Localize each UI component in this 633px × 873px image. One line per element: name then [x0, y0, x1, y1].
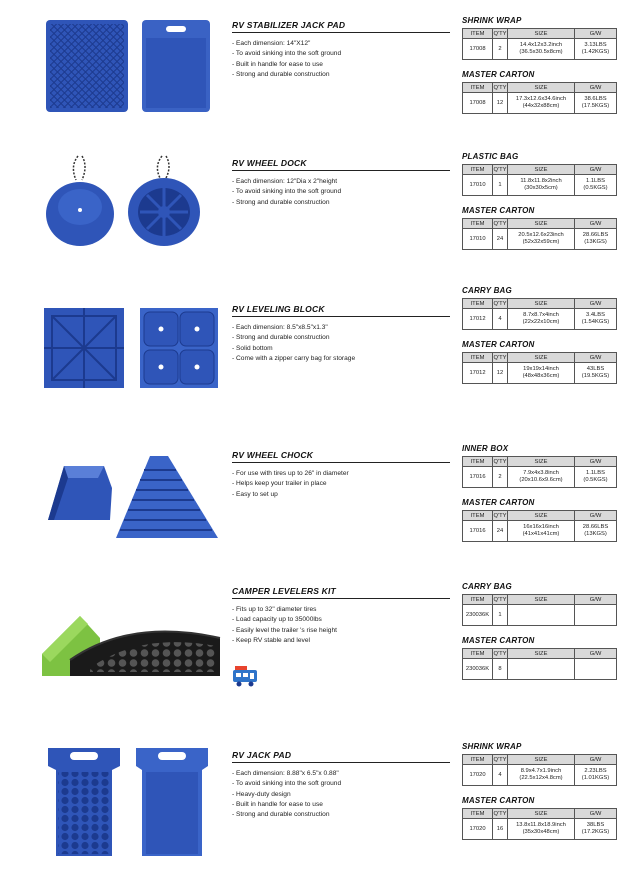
table-row: [463, 309, 617, 330]
feature-item: - Each dimension: 12"Dia x 2"height: [232, 178, 338, 185]
table-row: [463, 765, 617, 786]
package-title: MASTER CARTON: [462, 70, 535, 79]
feature-item: - Built in handle for ease to use: [232, 800, 323, 808]
col-gw: G/W: [575, 29, 617, 39]
packing-table: ITEM Q'TY SIZE G/W 17020 16 13.8x11.8x18.9inch (35x30x48cm) 38LBS (17.2KGS): [462, 808, 617, 840]
feature-item: - Built in handle for ease to use: [232, 60, 323, 68]
cell-item: 17008: [463, 39, 493, 60]
feature-item: - Strong and durable construction: [232, 198, 330, 206]
cell-gw: 3.13LBS (1.42KGS): [575, 39, 617, 60]
table-row: [463, 363, 617, 384]
package-title: MASTER CARTON: [462, 498, 535, 507]
col-qty: Q'TY: [493, 30, 507, 37]
cell-gw: 43LBS (19.5KGS): [575, 363, 617, 384]
feature-item: - Load capacity up to 35000lbs: [232, 616, 322, 624]
feature-item: - To avoid sinking into the soft ground: [232, 188, 342, 196]
feature-list: [232, 469, 450, 500]
cell-item: 17008: [463, 93, 493, 114]
wheel-dock-image: [40, 152, 222, 252]
feature-item: - To avoid sinking into the soft ground: [232, 50, 342, 58]
feature-item: - Fits up to 32" diameter tires: [232, 606, 317, 613]
product-image-stabilizer-jack-pad: [40, 16, 222, 116]
product-image-wheel-chock: [40, 448, 222, 544]
col-item: ITEM: [463, 29, 493, 39]
cell-qty: 8: [493, 659, 508, 680]
cell-item: 17010: [463, 229, 493, 250]
cell-item: 17010: [463, 175, 493, 196]
packing-table: [462, 28, 617, 60]
product-title: RV WHEEL CHOCK: [232, 450, 450, 463]
package-title: SHRINK WRAP: [462, 16, 522, 25]
feature-list: [232, 605, 450, 646]
rv-trailer-badge-icon: [232, 666, 260, 688]
camper-levelers-image: [40, 598, 222, 682]
package-title: PLASTIC BAG: [462, 152, 519, 161]
table-row: [463, 605, 617, 626]
packing-table: ITEM Q'TY SIZE G/W 17010 24 20.5x12.6x23inch (52x32x59cm) 28.66LBS (13KGS): [462, 218, 617, 250]
package-title: MASTER CARTON: [462, 636, 535, 645]
packing-table: ITEM Q'TY SIZE G/W 17016 2 7.9x4x3.8inch (20x10.6x9.6cm) 1.1LBS (0.5KGS): [462, 456, 617, 488]
cell-gw: 28.66LBS (13KGS): [575, 521, 617, 542]
packing-table: ITEM Q'TY SIZE G/W 230036K 8: [462, 648, 617, 680]
feature-list: [232, 39, 450, 80]
cell-size: [508, 605, 575, 626]
cell-item: 230036K: [463, 605, 493, 626]
feature-item: - Strong and durable construction: [232, 811, 330, 819]
cell-qty: 16: [493, 819, 508, 840]
cell-size: 8.9x4.7x1.9inch (22.5x12x4.8cm): [508, 765, 575, 786]
feature-item: - Helps keep your trailer in place: [232, 480, 327, 488]
packing-table: ITEM Q'TY SIZE G/W 17008 12 17.3x12.6x34.6inch (44x32x88cm) 38.6LBS (17.5KGS): [462, 82, 617, 114]
packing-table: ITEM Q'TY SIZE G/W 17012 12 19x19x14inch (48x48x36cm) 43LBS (19.5KGS): [462, 352, 617, 384]
cell-qty: 4: [493, 765, 508, 786]
product-title: RV LEVELING BLOCK: [232, 304, 450, 317]
rv-jack-pad-image: [40, 742, 222, 862]
cell-gw: [575, 659, 617, 680]
product-image-wheel-dock: [40, 152, 222, 252]
packing-table: ITEM Q'TY SIZE G/W 17020 4 8.9x4.7x1.9inch (22.5x12x4.8cm) 2.23LBS (1.01KGS): [462, 754, 617, 786]
cell-qty: 1: [493, 605, 508, 626]
cell-qty: 24: [493, 521, 508, 542]
table-row: [463, 659, 617, 680]
feature-list: [232, 323, 450, 364]
cell-size: 16x16x16inch (41x41x41cm): [508, 521, 575, 542]
product-image-jack-pad: [40, 742, 222, 862]
cell-size: 19x19x14inch (48x48x36cm): [508, 363, 575, 384]
product-title: RV STABILIZER JACK PAD: [232, 20, 450, 33]
package-title: INNER BOX: [462, 444, 509, 453]
feature-item: - Keep RV stable and level: [232, 636, 310, 644]
table-row: [463, 467, 617, 488]
cell-gw: 1.1LBS (0.5KGS): [575, 467, 617, 488]
wheel-chock-image: [40, 448, 222, 544]
cell-size: [508, 659, 575, 680]
packing-table: ITEM Q'TY SIZE G/W 230036K 1: [462, 594, 617, 626]
cell-size: 7.9x4x3.8inch (20x10.6x9.6cm): [508, 467, 575, 488]
feature-item: - Strong and durable construction: [232, 70, 330, 78]
feature-item: - Come with a zipper carry bag for storage: [232, 354, 356, 362]
cell-item: 230036K: [463, 659, 493, 680]
feature-item: - Each dimension: 8.5"x8.5"x1.3": [232, 324, 328, 331]
cell-item: 17016: [463, 521, 493, 542]
package-title: MASTER CARTON: [462, 340, 535, 349]
cell-item: 17016: [463, 467, 493, 488]
cell-qty: 2: [493, 467, 508, 488]
cell-item: 17012: [463, 309, 493, 330]
table-row: [463, 175, 617, 196]
package-title: CARRY BAG: [462, 582, 512, 591]
cell-item: 17020: [463, 819, 493, 840]
feature-list: [232, 177, 450, 208]
cell-size: 17.3x12.6x34.6inch (44x32x88cm): [508, 93, 575, 114]
cell-size: 13.8x11.8x18.9inch (35x30x48cm): [508, 819, 575, 840]
product-title: RV JACK PAD: [232, 750, 450, 763]
feature-item: - Heavy-duty design: [232, 790, 291, 798]
cell-qty: 1: [493, 175, 508, 196]
cell-gw: 38.6LBS (17.5KGS): [575, 93, 617, 114]
feature-list: [232, 769, 450, 820]
cell-qty: 12: [493, 363, 508, 384]
cell-qty: 4: [493, 309, 508, 330]
col-size: SIZE: [508, 29, 575, 39]
leveling-block-image: [40, 304, 222, 396]
cell-gw: 1.1LBS (0.5KGS): [575, 175, 617, 196]
product-title: RV WHEEL DOCK: [232, 158, 450, 171]
cell-gw: [575, 605, 617, 626]
package-title: MASTER CARTON: [462, 796, 535, 805]
table-row: [463, 521, 617, 542]
cell-item: 17020: [463, 765, 493, 786]
table-row: [463, 229, 617, 250]
package-title: MASTER CARTON: [462, 206, 535, 215]
feature-item: - To avoid sinking into the soft ground: [232, 780, 342, 788]
packing-table: ITEM Q'TY SIZE G/W 17016 24 16x16x16inch (41x41x41cm) 28.66LBS (13KGS): [462, 510, 617, 542]
table-row: [463, 39, 617, 60]
jack-pad-image: [40, 16, 222, 116]
cell-qty: 24: [493, 229, 508, 250]
table-row: [463, 93, 617, 114]
package-title: CARRY BAG: [462, 286, 512, 295]
table-row: [463, 819, 617, 840]
product-image-leveling-block: [40, 304, 222, 396]
feature-item: - For use with tires up to 26" in diameter: [232, 470, 349, 477]
cell-item: 17012: [463, 363, 493, 384]
cell-gw: 28.66LBS (13KGS): [575, 229, 617, 250]
packing-table: ITEM Q'TY SIZE G/W 17010 1 11.8x11.8x2inch (30x30x5cm) 1.1LBS (0.5KGS): [462, 164, 617, 196]
cell-size: 14.4x12x3.2inch (36.5x30.5x8cm): [508, 39, 575, 60]
product-image-camper-levelers-kit: [40, 598, 222, 682]
cell-qty: 12: [493, 93, 508, 114]
cell-gw: 2.23LBS (1.01KGS): [575, 765, 617, 786]
packing-table: ITEM Q'TY SIZE G/W 17012 4 8.7x8.7x4inch (22x22x10cm) 3.4LBS (1.54KGS): [462, 298, 617, 330]
feature-item: - Solid bottom: [232, 344, 273, 352]
cell-gw: 3.4LBS (1.54KGS): [575, 309, 617, 330]
cell-size: 11.8x11.8x2inch (30x30x5cm): [508, 175, 575, 196]
cell-qty: 2: [493, 39, 508, 60]
feature-item: - Each dimension: 14"X12": [232, 40, 311, 47]
cell-size: 20.5x12.6x23inch (52x32x59cm): [508, 229, 575, 250]
product-title: CAMPER LEVELERS KIT: [232, 586, 450, 599]
feature-item: - Easily level the trailer 's rise height: [232, 626, 337, 634]
cell-size: 8.7x8.7x4inch (22x22x10cm): [508, 309, 575, 330]
feature-item: - Each dimension: 8.88"x 6.5"x 0.88": [232, 770, 339, 777]
feature-item: - Strong and durable construction: [232, 334, 330, 342]
feature-item: - Easy to set up: [232, 490, 278, 498]
cell-gw: 38LBS (17.2KGS): [575, 819, 617, 840]
package-title: SHRINK WRAP: [462, 742, 522, 751]
